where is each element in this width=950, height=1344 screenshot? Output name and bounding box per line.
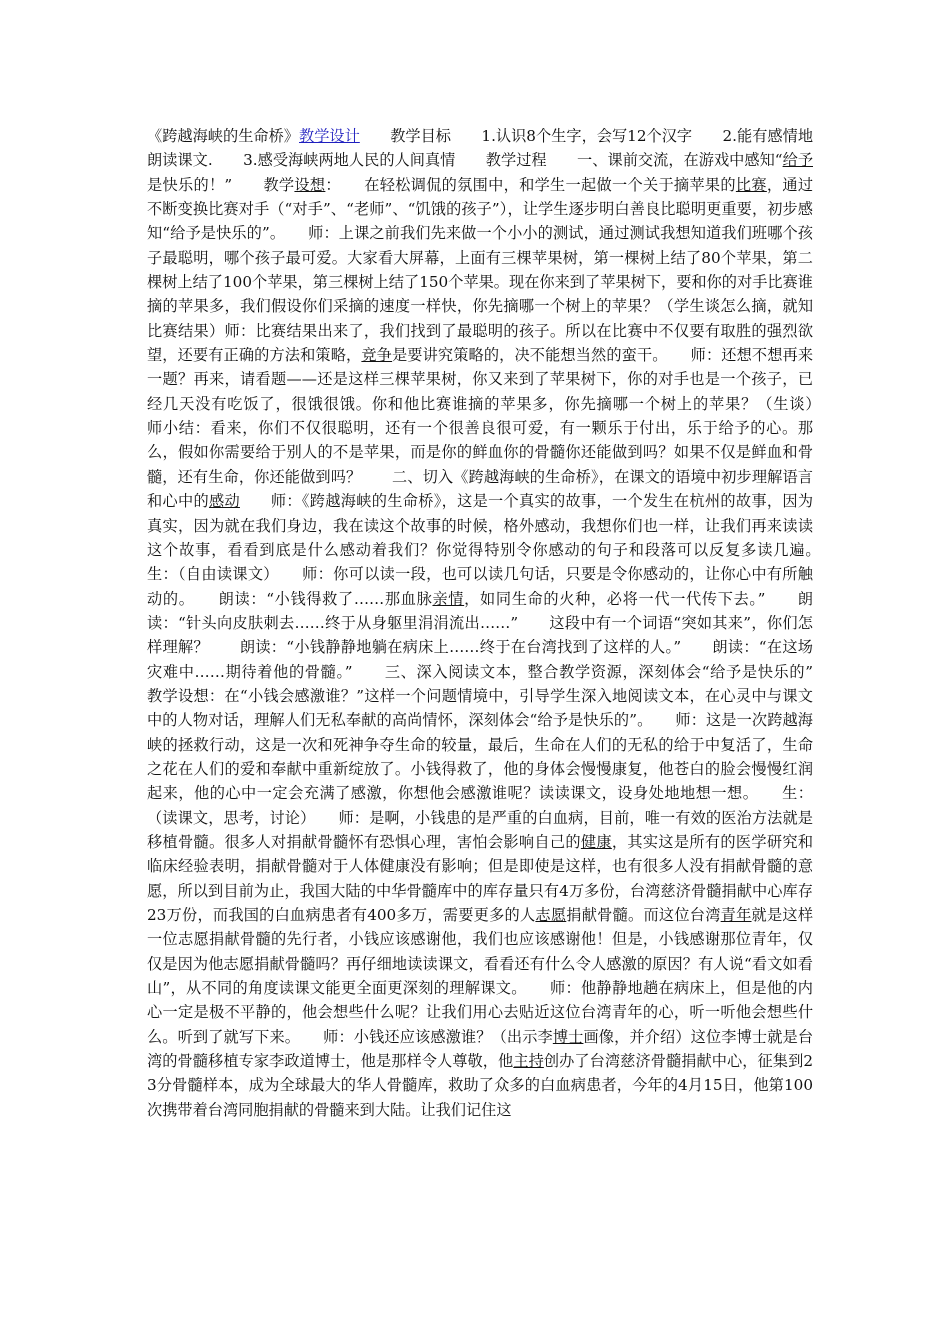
- doc-text: 画像，并介绍）这位李博士就是台湾的骨髓移植专家李政道博士，他是那样令人尊敬，他: [147, 1027, 814, 1071]
- underlined-term[interactable]: 设想: [294, 175, 326, 194]
- doc-text: ，通过不断变换比赛对手（“对手”、“老师”、“饥饿的孩子”），让学生逐步明白善良比聪明更重要，初步感知“给予是快乐的”。 师：上课之前我们先来做一个小小的测试，通过测试我想知道我们班哪个孩子最聪明，哪个孩子最可爱。大家看大屏幕，上面有三棵苹果树，第一棵树上结了80个苹果，第二棵树上结了100个苹果，第三棵树上结了150个苹果。现在你来到了苹果树下，要和你的对手比赛谁摘的苹果多，我们假设你们采摘的速度一样快，你先摘哪一个树上的苹果？（学生谈怎么摘，就知比赛结果）师：比赛结果出来了，我们找到了最聪明的孩子。所以在比赛中不仅要有取胜的强烈欲望，还要有正确的方法和策略，: [147, 175, 813, 365]
- underlined-term[interactable]: 感动: [208, 492, 240, 511]
- underlined-term[interactable]: 青年: [720, 906, 752, 924]
- doc-text: 是要讲究策略的，决不能想当然的蛮干。 师：还想不想再来一题？再来，请看题——还是这样三棵苹果树，你又来到了苹果树下，你的对手也是一个孩子，已经几天没有吃饭了，很饿很饿。你和他比赛谁摘的苹果多，你先摘哪一个树上的苹果？（生谈） 师小结：看来，你们不仅很聪明，还有一个很善良很可爱，有一颗乐于付出，乐于给予的心。那么，假如你需要给于别人的不是苹果，而是你的鲜血你的骨髓你还能做到吗？如果不仅是鲜血和骨髓，还有生命，你还能做到吗？ 二、切入《跨越海峡的生命桥》，在课文的语境中初步理解语言和心中的: [147, 346, 844, 511]
- doc-text: 就是这样一位志愿捐献骨髓的先行者，小钱应该感谢他，我们也应该感谢他！但是，小钱感谢那位青年，仅仅是因为他志愿捐献骨髓吗？再仔细地读读课文，看看还有什么令人感激的原因？有人说“看文如看山”，从不同的角度读课文能更全面更深刻的理解课文。 师：他静静地趟在病床上，但是他的内心一定是极不平静的，他会想些什么呢？让我们用心去贴近这位台湾青年的心，听一听他会想些什么。听到了就写下来。 师：小钱还应该感激谁？（出示李: [147, 906, 814, 1046]
- underlined-term[interactable]: 主持: [513, 1052, 544, 1071]
- doc-title-link[interactable]: 教学设计: [299, 127, 360, 145]
- underlined-term[interactable]: 健康: [580, 832, 612, 851]
- doc-text: ，其实这是所有的医学研究和临床经验表明，捐献骨髓对于人体健康没有影响；但是即使是这样，也有很多人没有捐献骨髓的意愿，所以到目前为止，我国大陆的中华骨髓库中的库存量只有4万多份，台湾慈济骨髓捐献中心库存23万份，而我国的白血病患者有400多万，需要更多的人: [147, 832, 814, 924]
- doc-text: ，如同生命的火种，必将一代一代传下去。” 朗读：“针头向皮肤刺去……终于从身躯里涓涓流出……” 这段中有一个词语“突如其来”，你们怎样理解？ 朗读：“小钱静静地躺在病床上……终于在台湾找到了这样的人。” 朗读：“在这场灾难中……期待着他的骨髓。” 三、深入阅读文本，整合教学资源，深刻体会“给予是快乐的” 教学设想：在“小钱会感激谁？”这样一个问题情境中，引导学生深入地阅读文本，在心灵中与课文中的人物对话，理解人们无私奉献的高尚情怀，深刻体会“给予是快乐的”。 师：这是一次跨越海峡的拯救行动，这是一次和死神争夺生命的较量，最后，生命在人们的无私的给于中复活了，生命之花在人们的爱和奉献中重新绽放了。小钱得救了，他的身体会慢慢康复，他苍白的脸会慢慢红润起来，他的心中一定会充满了感激，你想他会感激谁呢？读读课文，设身处地地想一想。 生：（读课文，思考，讨论） 师：是啊，小钱患的是严重的白血病，目前，唯一有效的医治方法就是移植骨髓。很多人对捐献骨髓怀有恐惧心理，害怕会影响自己的: [147, 589, 844, 851]
- underlined-term[interactable]: 志愿: [535, 906, 567, 924]
- underlined-term[interactable]: 比赛: [735, 175, 767, 194]
- doc-text: 师：《跨越海峡的生命桥》，这是一个真实的故事，一个发生在杭州的故事，因为真实，因为就在我们身边，我在读这个故事的时候，格外感动，我想你们也一样，让我们再来读读这个故事，看看到底是什么感动着我们？你觉得特别令你感动的句子和段落可以反复多读几遍。 生：（自由读课文） 师：你可以读一段，也可以读几句话，只要是令你感动的，让你心中有所触动的。 朗读：“小钱得救了……那血脉: [147, 492, 844, 608]
- document-body: [147, 124, 844, 1122]
- doc-text: 捐献骨髓。而这位台湾: [566, 906, 721, 924]
- doc-title: 《跨越海峡的生命桥》: [147, 127, 299, 145]
- underlined-term[interactable]: 给予: [782, 151, 813, 170]
- underlined-term[interactable]: 博士: [552, 1027, 584, 1046]
- underlined-term[interactable]: 竞争: [361, 346, 392, 365]
- doc-text: 创办了台湾慈济骨髓捐献中心，征集到23分骨髓样本，成为全球最大的华人骨髓库，救助了众多的白血病患者，今年的4月15日，他第100次携带着台湾同胞捐献的骨髓来到大陆。让我们记住这: [147, 1052, 814, 1119]
- doc-text: ： 在轻松调侃的氛围中，和学生一起做一个关于摘苹果的: [325, 175, 736, 194]
- doc-text: 教学目标 1.认识8个生字，会写12个汉字 2.能有感情地朗读课文. 3.感受海峡两地人民的人间真情 教学过程 一、课前交流，在游戏中感知“: [147, 127, 814, 170]
- underlined-term[interactable]: 亲情: [432, 589, 465, 608]
- doc-text: 是快乐的！” 教学: [147, 175, 295, 194]
